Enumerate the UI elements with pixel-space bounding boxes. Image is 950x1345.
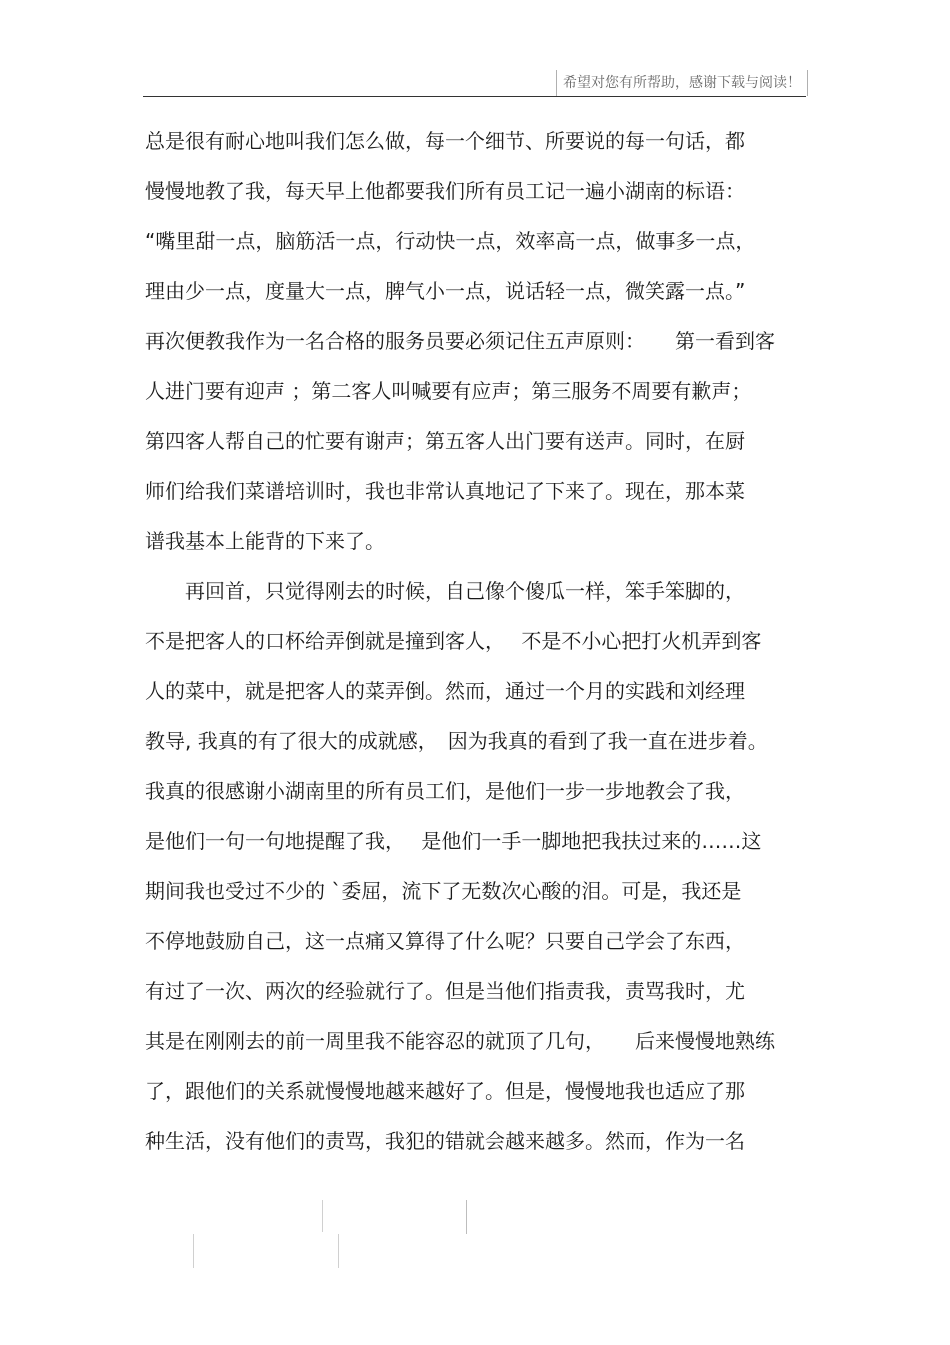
text-line: 了，跟他们的关系就慢慢地越来越好了。但是，慢慢地我也适应了那 bbox=[145, 1079, 745, 1103]
header-rule bbox=[143, 96, 806, 97]
text-line: 有过了一次、两次的经验就行了。但是当他们指责我，责骂我时，尤 bbox=[145, 979, 745, 1003]
text-line: 教导, 我真的有了很大的成就感， 因为我真的看到了我一直在进步着。 bbox=[145, 729, 768, 753]
text-line: 总是很有耐心地叫我们怎么做，每一个细节、所要说的每一句话，都 bbox=[145, 129, 745, 153]
text-line: 是他们一句一句地提醒了我， 是他们一手一脚地把我扶过来的……这 bbox=[145, 829, 762, 853]
text-line: 期间我也受过不少的 `委屈，流下了无数次心酸的泪。可是，我还是 bbox=[145, 879, 742, 903]
text-line: 种生活，没有他们的责骂，我犯的错就会越来越多。然而，作为一名 bbox=[145, 1129, 745, 1153]
text-line: 人进门要有迎声 ；第二客人叫喊要有应声；第三服务不周要有歉声； bbox=[145, 379, 752, 403]
text-line: 师们给我们菜谱培训时，我也非常认真地记了下来了。现在，那本菜 bbox=[145, 479, 745, 503]
text-line: 不停地鼓励自己，这一点痛又算得了什么呢？只要自己学会了东西， bbox=[145, 929, 745, 953]
text-line: 再次便教我作为一名合格的服务员要必须记住五声原则： 第一看到客 bbox=[145, 329, 775, 353]
scan-artifact-line bbox=[322, 1200, 323, 1232]
text-line: 我真的很感谢小湖南里的所有员工们，是他们一步一步地教会了我， bbox=[145, 779, 745, 803]
scan-artifact-line bbox=[466, 1200, 467, 1234]
scan-artifact-line bbox=[193, 1234, 194, 1268]
text-line: 谱我基本上能背的下来了。 bbox=[145, 529, 385, 553]
text-line: 理由少一点，度量大一点，脾气小一点，说话轻一点，微笑露一点。” bbox=[145, 279, 746, 303]
text-line: 慢慢地教了我，每天早上他都要我们所有员工记一遍小湖南的标语： bbox=[145, 179, 745, 203]
text-line: “嘴里甜一点，脑筋活一点，行动快一点，效率高一点，做事多一点， bbox=[145, 229, 756, 253]
text-line: 第四客人帮自己的忙要有谢声；第五客人出门要有送声。同时，在厨 bbox=[145, 429, 745, 453]
text-line: 再回首，只觉得刚去的时候，自己像个傻瓜一样，笨手笨脚的， bbox=[145, 579, 745, 603]
text-line: 不是把客人的口杯给弄倒就是撞到客人， 不是不小心把打火机弄到客 bbox=[145, 629, 762, 653]
header-note: 希望对您有所帮助，感谢下载与阅读！ bbox=[556, 70, 808, 96]
text-line: 人的菜中，就是把客人的菜弄倒。然而，通过一个月的实践和刘经理 bbox=[145, 679, 745, 703]
text-line: 其是在刚刚去的前一周里我不能容忍的就顶了几句， 后来慢慢地熟练 bbox=[145, 1029, 775, 1053]
scan-artifact-line bbox=[338, 1234, 339, 1268]
